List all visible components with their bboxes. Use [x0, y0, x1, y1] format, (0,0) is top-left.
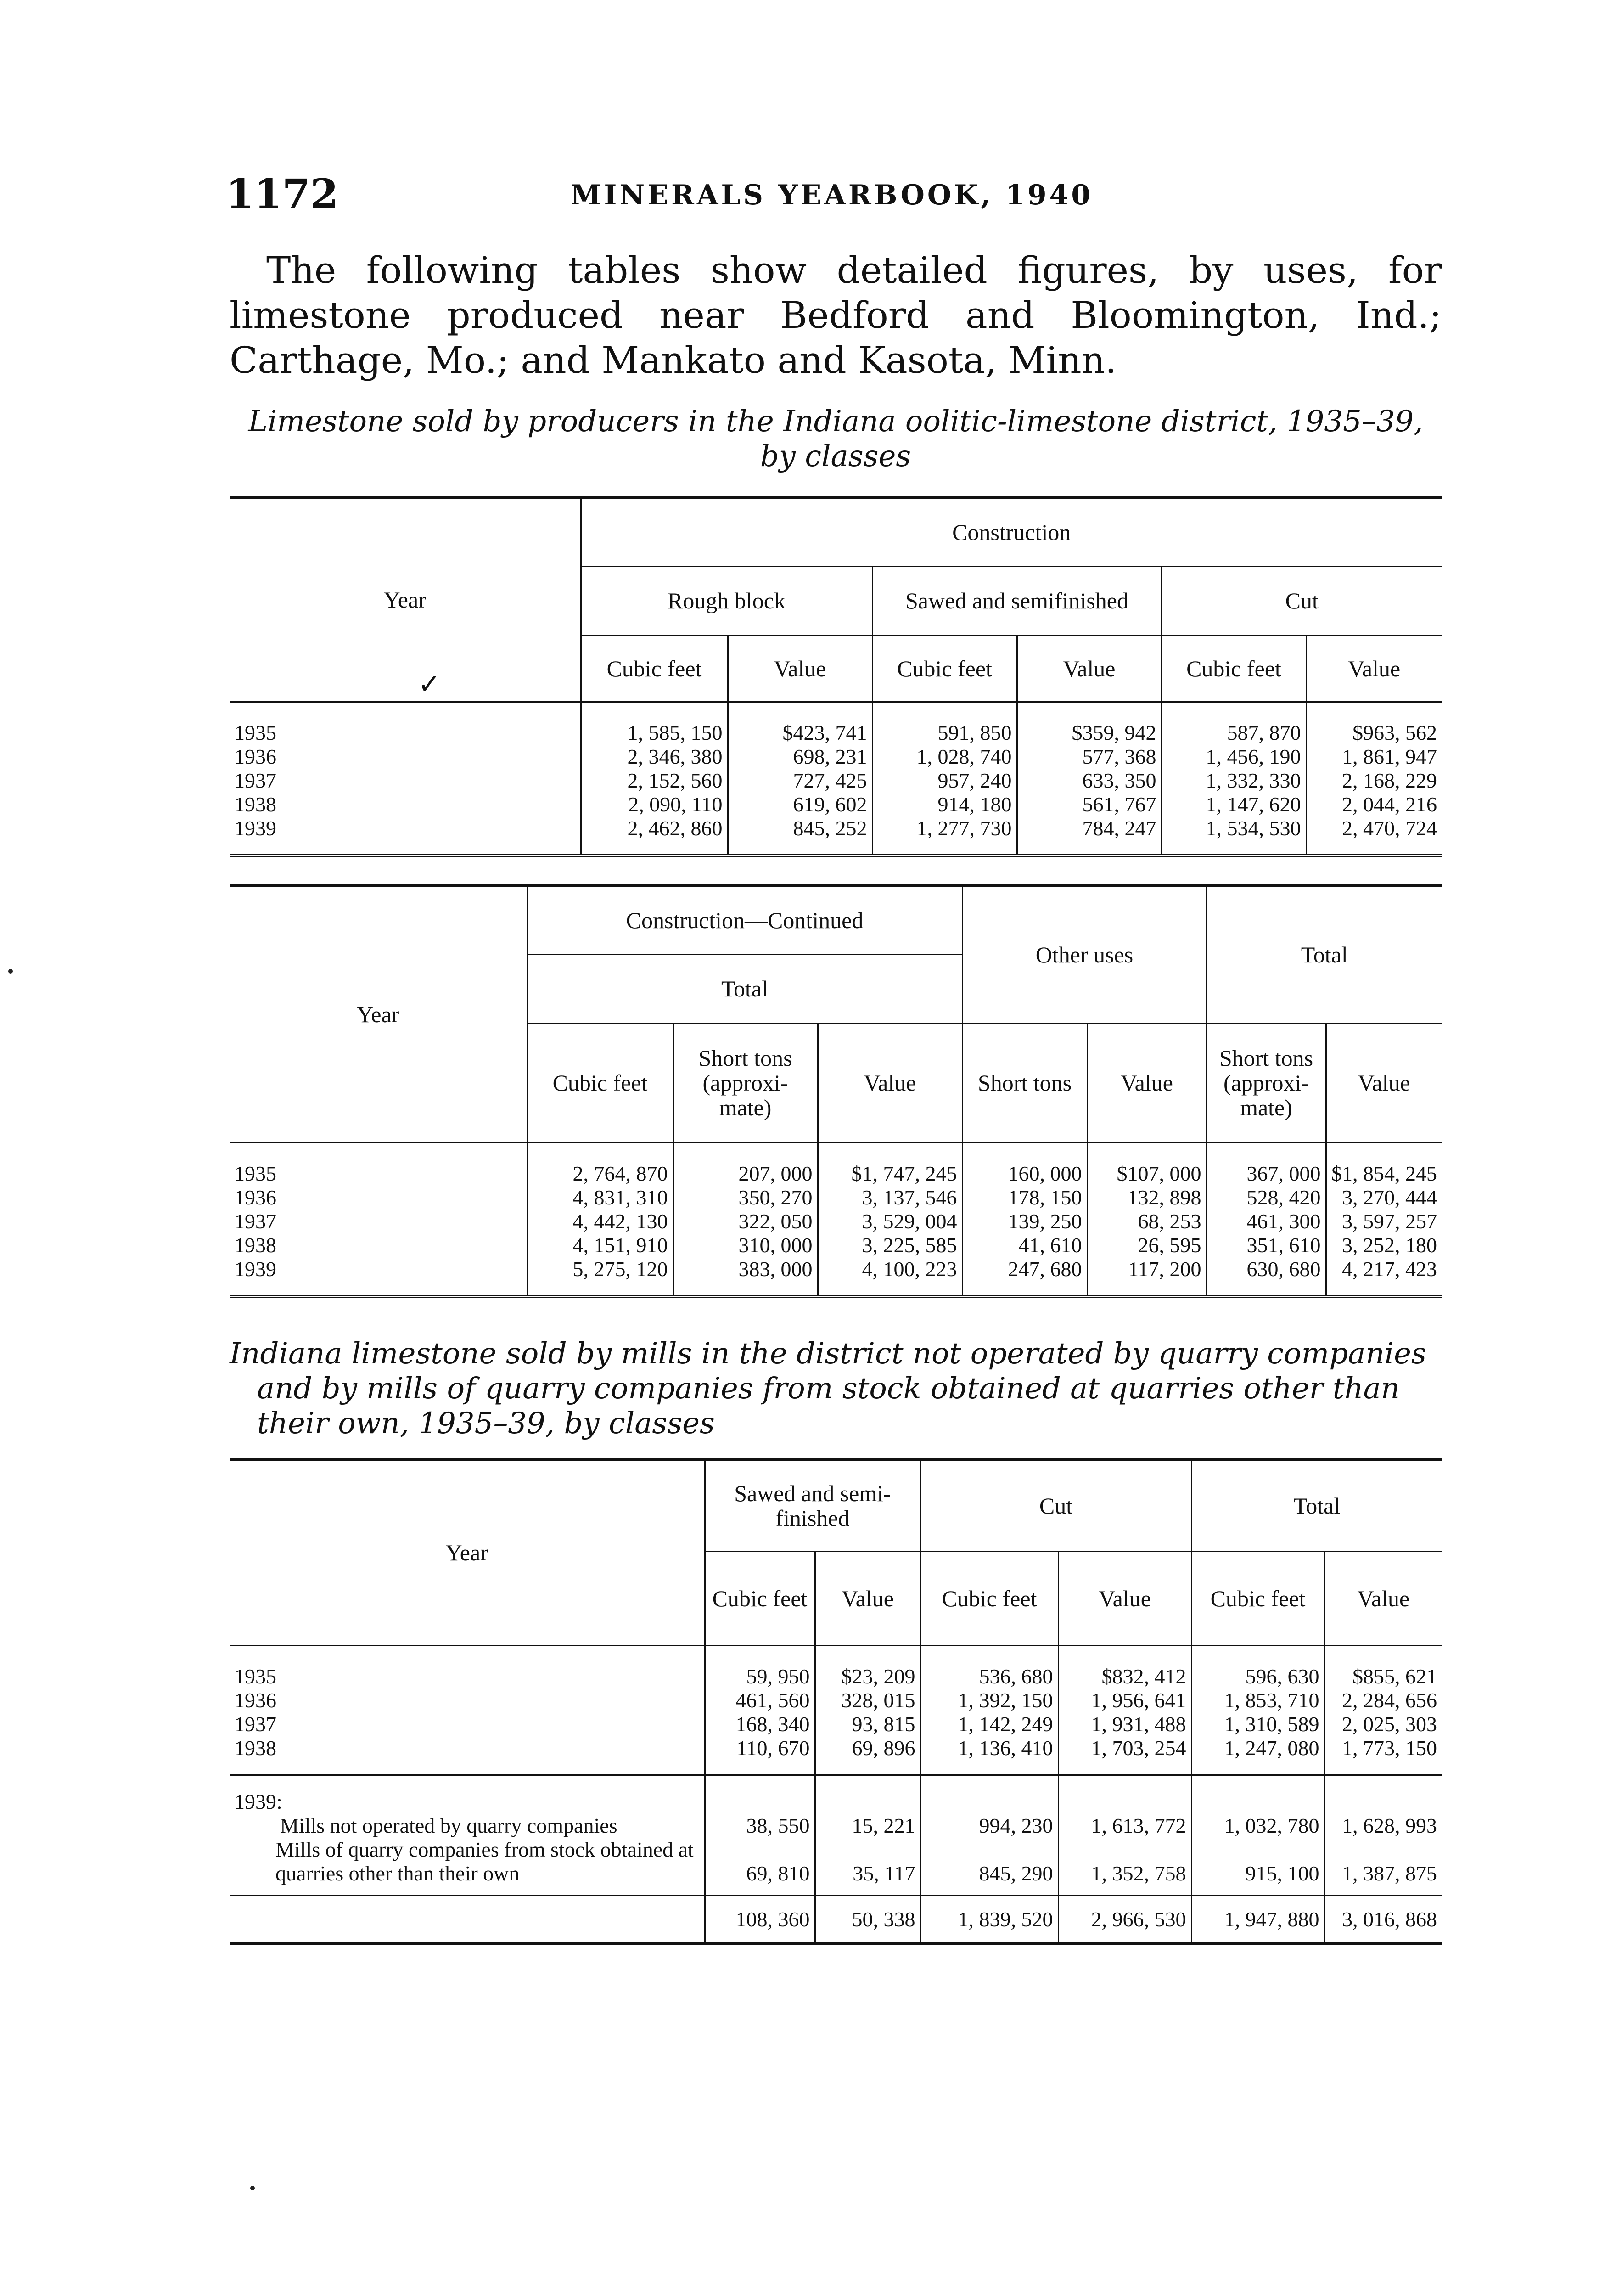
- table1-caption: Limestone sold by producers in the Indiana oolitic-limestone district, 1935–39, by classes: [248, 405, 1423, 473]
- cell: 1, 861, 947: [1306, 745, 1442, 769]
- t3-cut-header: Cut: [920, 1459, 1191, 1551]
- cell: 3, 016, 868: [1324, 1896, 1442, 1944]
- table-row-1939-group1: [230, 1775, 1442, 1838]
- table-row: [230, 1186, 1442, 1210]
- cell: 1, 387, 875: [1324, 1838, 1442, 1896]
- table-row: [230, 702, 1442, 745]
- year-cell: 1939: [234, 816, 276, 840]
- cell: 3, 225, 585: [818, 1233, 962, 1257]
- table-row: [230, 1736, 1442, 1775]
- year-cell: 1938: [234, 1233, 276, 1257]
- cell: 2, 346, 380: [581, 745, 728, 769]
- cell: 2, 044, 216: [1306, 793, 1442, 816]
- table-row: [230, 1210, 1442, 1233]
- cell: 994, 230: [920, 1775, 1058, 1838]
- t3-cubic-feet-header: Cubic feet: [1191, 1551, 1324, 1645]
- cell: 1, 247, 080: [1191, 1736, 1324, 1775]
- cell: 727, 425: [728, 769, 872, 793]
- cell: 69, 810: [705, 1838, 815, 1896]
- cell: 2, 152, 560: [581, 769, 728, 793]
- year-cell: 1935: [234, 720, 276, 744]
- cell: 1, 032, 780: [1191, 1775, 1324, 1838]
- total-label: [230, 1896, 705, 1944]
- cell: $23, 209: [815, 1645, 920, 1688]
- table2: [230, 884, 1442, 1298]
- cell: 2, 025, 303: [1324, 1712, 1442, 1736]
- cell: 3, 137, 546: [818, 1186, 962, 1210]
- t3-total-header: Total: [1191, 1459, 1442, 1551]
- table-row-total: [230, 1896, 1442, 1944]
- margin-dot: [8, 969, 13, 974]
- cell: 3, 529, 004: [818, 1210, 962, 1233]
- cell: $1, 747, 245: [818, 1142, 962, 1186]
- cell: $855, 621: [1324, 1645, 1442, 1688]
- cell: 1, 277, 730: [872, 816, 1017, 855]
- t3-value-header: Value: [815, 1551, 920, 1645]
- cell: 577, 368: [1017, 745, 1162, 769]
- cell: 1, 028, 740: [872, 745, 1017, 769]
- cell: 5, 275, 120: [527, 1257, 673, 1296]
- t3-value-header: Value: [1058, 1551, 1191, 1645]
- cell: 351, 610: [1207, 1233, 1326, 1257]
- cell: 2, 168, 229: [1306, 769, 1442, 793]
- cell: 3, 270, 444: [1326, 1186, 1442, 1210]
- cell: 4, 100, 223: [818, 1257, 962, 1296]
- cell: $832, 412: [1058, 1645, 1191, 1688]
- cell: 178, 150: [962, 1186, 1087, 1210]
- cell: 1, 534, 530: [1162, 816, 1306, 855]
- cell: 633, 350: [1017, 769, 1162, 793]
- t3-year-header: Year: [230, 1459, 705, 1645]
- year-cell: 1936: [234, 1185, 276, 1209]
- cell: 2, 284, 656: [1324, 1688, 1442, 1712]
- cell: 619, 602: [728, 793, 872, 816]
- cell: 207, 000: [673, 1142, 818, 1186]
- running-title: MINERALS YEARBOOK, 1940: [570, 179, 1094, 211]
- cell: 328, 015: [815, 1688, 920, 1712]
- t3-value-header: Value: [1324, 1551, 1442, 1645]
- cell: 2, 966, 530: [1058, 1896, 1191, 1944]
- cell: 26, 595: [1087, 1233, 1207, 1257]
- t1-construction-header: Construction: [581, 497, 1442, 566]
- t1-year-header: Year: [230, 497, 581, 702]
- cell: 1, 456, 190: [1162, 745, 1306, 769]
- t2-short-tons-approx-header: Short tons (approxi- mate): [1207, 1023, 1326, 1142]
- page-header: [226, 170, 1438, 225]
- cell: 3, 252, 180: [1326, 1233, 1442, 1257]
- table1: [230, 496, 1442, 857]
- cell: 139, 250: [962, 1210, 1087, 1233]
- cell: 957, 240: [872, 769, 1017, 793]
- year-cell: 1938: [234, 792, 276, 816]
- cell: 4, 442, 130: [527, 1210, 673, 1233]
- cell: 1, 613, 772: [1058, 1775, 1191, 1838]
- t3-cubic-feet-header: Cubic feet: [920, 1551, 1058, 1645]
- t2-construction-continued-header: Construction—Continued: [527, 885, 962, 954]
- t2-cubic-feet-header: Cubic feet: [527, 1023, 673, 1142]
- year-cell: 1939: [234, 1257, 276, 1281]
- cell: 1, 956, 641: [1058, 1688, 1191, 1712]
- cell: $359, 942: [1017, 702, 1162, 745]
- cell: 784, 247: [1017, 816, 1162, 855]
- cell: 59, 950: [705, 1645, 815, 1688]
- intro-paragraph: The following tables show detailed figures, by uses, for limestone produced near Bedford and Bloomington, Ind.; Carthage, Mo.; and Mankato and Kasota, Minn.: [230, 249, 1442, 382]
- cell: 322, 050: [673, 1210, 818, 1233]
- year-1939-label: 1939:: [234, 1790, 282, 1813]
- cell: 383, 000: [673, 1257, 818, 1296]
- table-row: [230, 1688, 1442, 1712]
- check-mark: ✓: [418, 668, 441, 700]
- cell: 1, 392, 150: [920, 1688, 1058, 1712]
- cell: 1, 332, 330: [1162, 769, 1306, 793]
- t2-short-tons-approx-header: Short tons (approxi- mate): [673, 1023, 818, 1142]
- cell: $107, 000: [1087, 1142, 1207, 1186]
- cell: 528, 420: [1207, 1186, 1326, 1210]
- t3-sawed-header: Sawed and semi- finished: [705, 1459, 920, 1551]
- cell: 845, 252: [728, 816, 872, 855]
- table-row: [230, 1142, 1442, 1186]
- cell: 35, 117: [815, 1838, 920, 1896]
- table-row: [230, 769, 1442, 793]
- cell: 132, 898: [1087, 1186, 1207, 1210]
- cell: 915, 100: [1191, 1838, 1324, 1896]
- table-row: [230, 1233, 1442, 1257]
- table-row: [230, 816, 1442, 855]
- page-number: 1172: [226, 170, 338, 218]
- table3: [230, 1458, 1442, 1945]
- cell: 461, 300: [1207, 1210, 1326, 1233]
- t2-other-uses-header: Other uses: [962, 885, 1207, 1023]
- t1-cut-header: Cut: [1162, 566, 1442, 635]
- group2-label: Mills of quarry companies from stock obtained at quarries other than their own: [275, 1837, 694, 1885]
- t2-value-header: Value: [1326, 1023, 1442, 1142]
- cell: 247, 680: [962, 1257, 1087, 1296]
- table-row-1939-group2: [230, 1838, 1442, 1896]
- t2-value-header: Value: [818, 1023, 962, 1142]
- cell: 587, 870: [1162, 702, 1306, 745]
- cell: 561, 767: [1017, 793, 1162, 816]
- cell: 4, 217, 423: [1326, 1257, 1442, 1296]
- cell: 117, 200: [1087, 1257, 1207, 1296]
- table-row: [230, 793, 1442, 816]
- cell: 1, 773, 150: [1324, 1736, 1442, 1775]
- year-cell: 1937: [234, 1209, 276, 1233]
- cell: 1, 142, 249: [920, 1712, 1058, 1736]
- margin-dot: [250, 2186, 255, 2190]
- t1-cubic-feet-header: Cubic feet: [872, 635, 1017, 702]
- cell: 367, 000: [1207, 1142, 1326, 1186]
- cell: 2, 090, 110: [581, 793, 728, 816]
- t1-cubic-feet-header: Cubic feet: [1162, 635, 1306, 702]
- table-row: [230, 1257, 1442, 1296]
- year-cell: 1935: [234, 1664, 276, 1688]
- table3-caption: Indiana limestone sold by mills in the district not operated by quarry companies and by mills of quarry companies from stock obtained at quarries other than their own, 1935–39, by classes: [230, 1337, 1426, 1441]
- cell: 1, 310, 589: [1191, 1712, 1324, 1736]
- t1-rough-block-header: Rough block: [581, 566, 872, 635]
- cell: 1, 947, 880: [1191, 1896, 1324, 1944]
- cell: 1, 136, 410: [920, 1736, 1058, 1775]
- cell: 4, 151, 910: [527, 1233, 673, 1257]
- cell: 38, 550: [705, 1775, 815, 1838]
- cell: 41, 610: [962, 1233, 1087, 1257]
- t2-short-tons-header: Short tons: [962, 1023, 1087, 1142]
- cell: 108, 360: [705, 1896, 815, 1944]
- row-label: [230, 1775, 705, 1838]
- t3-cubic-feet-header: Cubic feet: [705, 1551, 815, 1645]
- cell: 168, 340: [705, 1712, 815, 1736]
- t2-total-header: Total: [527, 954, 962, 1023]
- table-row: [230, 1712, 1442, 1736]
- year-cell: 1935: [234, 1161, 276, 1185]
- cell: 1, 931, 488: [1058, 1712, 1191, 1736]
- cell: 1, 839, 520: [920, 1896, 1058, 1944]
- t2-value-header: Value: [1087, 1023, 1207, 1142]
- cell: 1, 585, 150: [581, 702, 728, 745]
- year-cell: 1938: [234, 1736, 276, 1760]
- cell: 2, 764, 870: [527, 1142, 673, 1186]
- year-cell: 1937: [234, 1712, 276, 1736]
- table-row: [230, 745, 1442, 769]
- t1-value-header: Value: [1017, 635, 1162, 702]
- t2-year-header: Year: [230, 885, 527, 1142]
- cell: 698, 231: [728, 745, 872, 769]
- cell: 845, 290: [920, 1838, 1058, 1896]
- cell: 160, 000: [962, 1142, 1087, 1186]
- table-row: [230, 1645, 1442, 1688]
- cell: 69, 896: [815, 1736, 920, 1775]
- cell: $1, 854, 245: [1326, 1142, 1442, 1186]
- t1-sawed-header: Sawed and semifinished: [872, 566, 1162, 635]
- t2-total-right-header: Total: [1207, 885, 1442, 1023]
- cell: 3, 597, 257: [1326, 1210, 1442, 1233]
- cell: 1, 147, 620: [1162, 793, 1306, 816]
- t1-cubic-feet-header: Cubic feet: [581, 635, 728, 702]
- cell: 2, 470, 724: [1306, 816, 1442, 855]
- cell: 914, 180: [872, 793, 1017, 816]
- cell: 350, 270: [673, 1186, 818, 1210]
- cell: 2, 462, 860: [581, 816, 728, 855]
- cell: 536, 680: [920, 1645, 1058, 1688]
- t1-value-header: Value: [728, 635, 872, 702]
- group1-label: Mills not operated by quarry companies: [280, 1813, 617, 1837]
- cell: 1, 853, 710: [1191, 1688, 1324, 1712]
- cell: 310, 000: [673, 1233, 818, 1257]
- cell: 15, 221: [815, 1775, 920, 1838]
- cell: 93, 815: [815, 1712, 920, 1736]
- cell: 110, 670: [705, 1736, 815, 1775]
- cell: 461, 560: [705, 1688, 815, 1712]
- cell: 50, 338: [815, 1896, 920, 1944]
- cell: 68, 253: [1087, 1210, 1207, 1233]
- t1-value-header: Value: [1306, 635, 1442, 702]
- cell: 1, 352, 758: [1058, 1838, 1191, 1896]
- year-cell: 1936: [234, 1688, 276, 1712]
- cell: $963, 562: [1306, 702, 1442, 745]
- cell: 591, 850: [872, 702, 1017, 745]
- year-cell: 1936: [234, 744, 276, 768]
- cell: 1, 628, 993: [1324, 1775, 1442, 1838]
- cell: $423, 741: [728, 702, 872, 745]
- cell: 596, 630: [1191, 1645, 1324, 1688]
- cell: 1, 703, 254: [1058, 1736, 1191, 1775]
- cell: 630, 680: [1207, 1257, 1326, 1296]
- year-cell: 1937: [234, 768, 276, 792]
- cell: 4, 831, 310: [527, 1186, 673, 1210]
